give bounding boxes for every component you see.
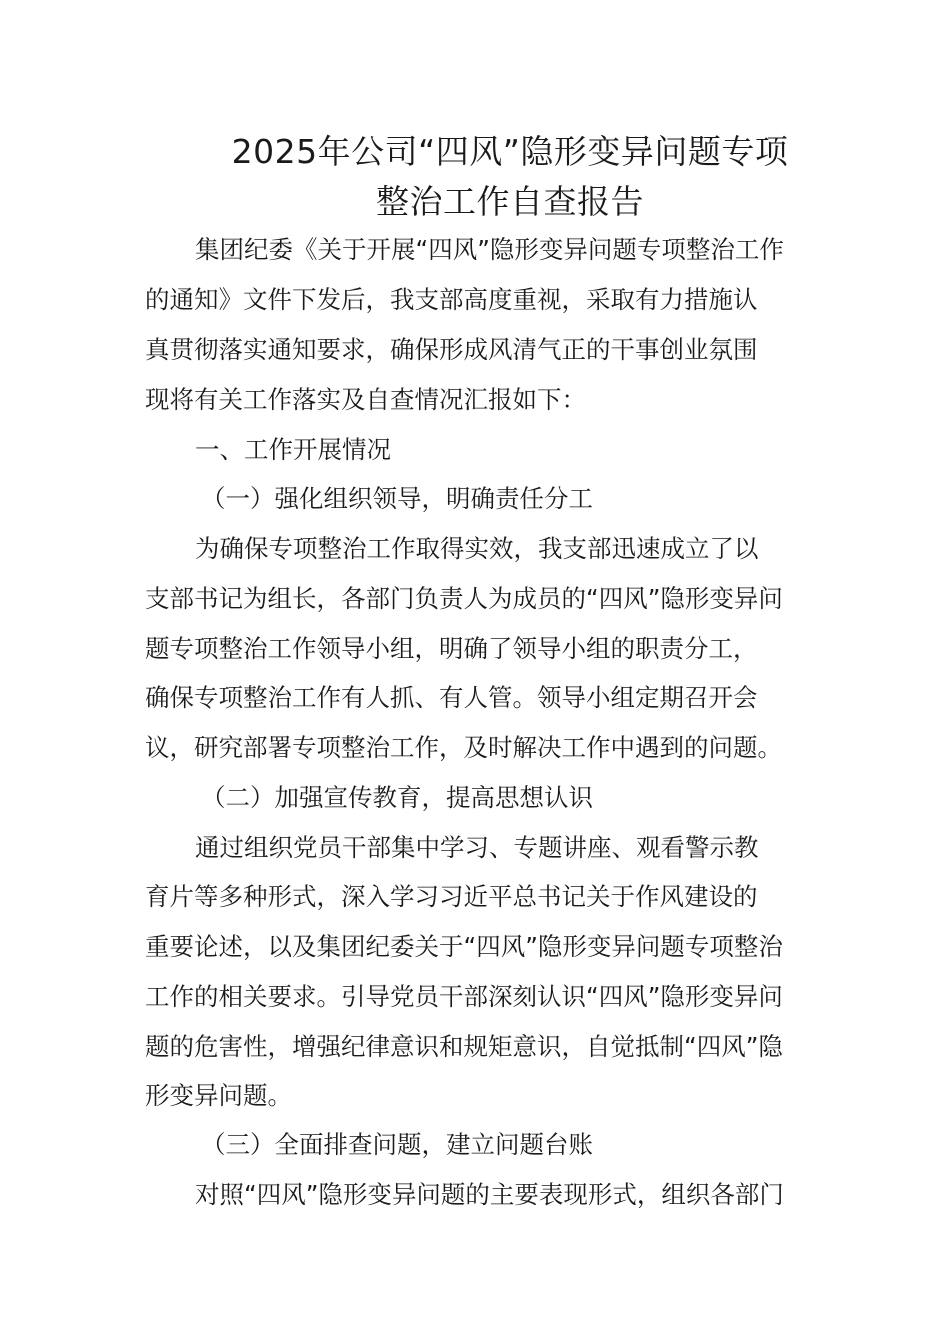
subsection-heading: （一）强化组织领导，明确责任分工 (201, 484, 593, 513)
paragraph-line: 育片等多种形式，深入学习习近平总书记关于作风建设的 (145, 882, 758, 911)
subsection-heading: （三）全面排查问题，建立问题台账 (201, 1130, 593, 1159)
paragraph-line: 通过组织党员干部集中学习、专题讲座、观看警示教 (195, 833, 759, 862)
section-heading: 一、工作开展情况 (195, 435, 391, 464)
document-title-line-1: 2025年公司“四风”隐形变异问题专项 (231, 132, 789, 171)
paragraph-line: 形变异问题。 (145, 1081, 292, 1110)
paragraph-line: 重要论述，以及集团纪委关于“四风”隐形变异问题专项整治 (145, 932, 783, 961)
paragraph-line: 工作的相关要求。引导党员干部深刻认识“四风”隐形变异问 (145, 982, 783, 1011)
paragraph-line: 集团纪委《关于开展“四风”隐形变异问题专项整治工作 (195, 235, 784, 264)
paragraph-line: 现将有关工作落实及自查情况汇报如下： (145, 385, 586, 414)
paragraph-line: 真贯彻落实通知要求，确保形成风清气正的干事创业氛围 (145, 335, 758, 364)
document-title-line-2: 整治工作自查报告 (376, 182, 644, 221)
paragraph-line: 题专项整治工作领导小组，明确了领导小组的职责分工， (145, 634, 758, 663)
paragraph-line: 确保专项整治工作有人抓、有人管。领导小组定期召开会 (145, 683, 758, 712)
paragraph-line: 支部书记为组长，各部门负责人为成员的“四风”隐形变异问 (145, 584, 783, 613)
paragraph-line: 议，研究部署专项整治工作，及时解决工作中遇到的问题。 (145, 733, 782, 762)
paragraph-line: 题的危害性，增强纪律意识和规矩意识，自觉抵制“四风”隐 (145, 1032, 783, 1061)
paragraph-line: 为确保专项整治工作取得实效，我支部迅速成立了以 (195, 534, 759, 563)
subsection-heading: （二）加强宣传教育，提高思想认识 (201, 783, 593, 812)
paragraph-line: 的通知》文件下发后，我支部高度重视，采取有力措施认 (145, 285, 758, 314)
paragraph-line: 对照“四风”隐形变异问题的主要表现形式，组织各部门 (195, 1180, 784, 1209)
